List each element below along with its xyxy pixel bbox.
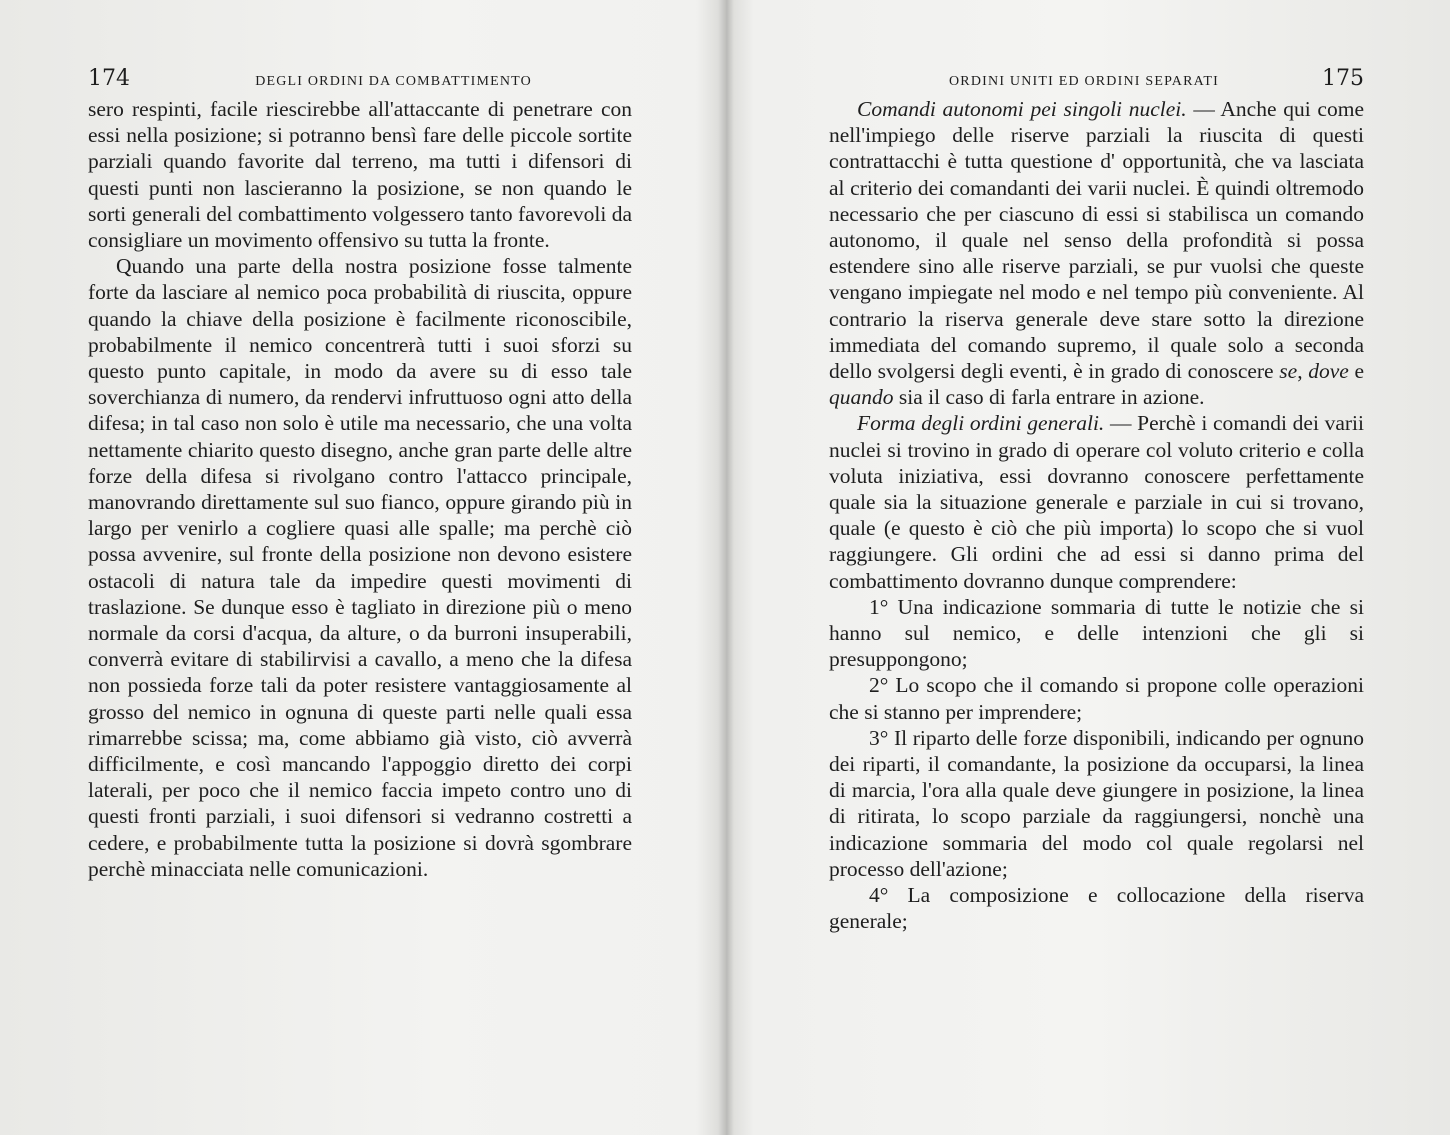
emphasis: quando (829, 385, 894, 410)
list-item: 2° Lo scopo che il comando si propone colle operazioni che si stanno per imprendere; (829, 673, 1364, 724)
emphasis: dove (1308, 359, 1349, 384)
paragraph: Quando una parte della nostra posizione fosse talmente forte da lasciare al nemico poca probabilità di riuscita, oppure quando la chiave della posizione è facilmente riconoscibile, probabilmente il nemico concentrerà tutti i suoi sforzi su questo punto capitale, in modo da avere su di esso tale soverchianza di numero, da rendervi infruttuoso ogni atto della difesa; in tal caso non solo è utile ma necessario, che una volta nettamente chiarito questo disegno, anche gran parte delle altre forze della difesa si rivolgano contro l'attacco principale, manovrando direttamente sul suo fianco, oppure girando più in largo per venirlo a cogliere quasi alle spalle; ma perchè ciò possa avvenire, sul fronte della posizione non devono esistere ostacoli di natura tale da impedire questi movimenti di traslazione. Se dunque esso è tagliato in direzione più o meno normale da corsi d'acqua, da alture, o da burroni insuperabili, converrà evitare di stabilirvisi a cavallo, a meno che la difesa non possieda forze tali da poter resistere vantaggiosamente al grosso del nemico in ognuna di queste parti nelle quali essa rimarrebbe scissa; ma, come abbiamo già visto, ciò avverrà difficilmente, e così mancando l'appoggio diretto dei corpi laterali, per poco che il nemico faccia impeto contro uno di questi fronti parziali, i suoi difensori si vedranno costretti a cedere, e probabilmente tutta la posizione si dovrà sgombrare perchè minacciata nelle comunicazioni. (88, 254, 632, 881)
left-page-text (88, 96, 632, 882)
right-page-number: 175 (1322, 66, 1364, 91)
text-fragment: sia il caso di farla entrare in azione. (893, 385, 1205, 410)
section-paragraph (829, 410, 1364, 593)
section-title: Forma degli ordini generali. (857, 411, 1105, 436)
section-body: — Anche qui come nell'impiego delle riserve parziali la riuscita di questi contrattacchi è tutta questione d' opportunità, che va lasciata al criterio dei comandanti dei varii nuclei. È quindi oltremodo necessario che per ciascuno di essi si stabilisca un comando autonomo, il quale nel senso della profondità si possa estendere sino alle riserve parziali, se pur vuolsi che queste vengano impiegate nel modo e nel tempo più conveniente. Al contrario la riserva generale deve stare sotto la direzione immediata del comando supremo, il quale solo a seconda dello svolgersi degli eventi, è in grado di conoscere (829, 97, 1364, 384)
text-fragment: , (1297, 359, 1309, 384)
text-fragment: e (1348, 359, 1365, 384)
list-item: 1° Una indicazione sommaria di tutte le notizie che si hanno sul nemico, e delle intenzioni che gli si presuppongono; (829, 594, 1364, 672)
emphasis: se (1279, 359, 1298, 384)
list-item: 3° Il riparto delle forze disponibili, indicando per ognuno dei riparti, il comandante, la posizione da occuparsi, la linea di marcia, l'ora alla quale deve giungere in posizione, la linea di ritirata, lo scopo parziale da raggiungersi, nonchè una indicazione sommaria del modo col quale regolarsi nel processo dell'azione; (829, 725, 1364, 881)
right-running-head: ORDINI UNITI ED ORDINI SEPARATI (949, 74, 1220, 89)
section-title: Comandi autonomi pei singoli nuclei. (857, 97, 1187, 121)
left-running-head: DEGLI ORDINI DA COMBATTIMENTO (255, 74, 532, 89)
list-item: 4° La composizione e collocazione della riserva generale; (829, 883, 1364, 934)
section-body: — Perchè i comandi dei varii nuclei si trovino in grado di operare col voluto criterio e colla voluta iniziativa, essi dovranno conoscere perfettamente quale sia la situazione generale e parziale in cui si trovano, quale (e questo è ciò che più importa) lo scopo che si vuol raggiungere. Gli ordini che ad essi si danno prima del combattimento dovranno dunque comprendere: (829, 411, 1364, 593)
left-page-header (88, 66, 632, 92)
right-page-header (829, 66, 1364, 92)
orders-list (829, 594, 1364, 935)
left-page (88, 66, 632, 882)
right-page-text (829, 96, 1364, 935)
section-paragraph (829, 96, 1364, 410)
book-gutter (718, 0, 734, 1135)
left-page-number: 174 (88, 66, 130, 91)
right-page (829, 66, 1364, 935)
paragraph: sero respinti, facile riescirebbe all'attaccante di penetrare con essi nella posizione; si potranno bensì fare delle piccole sortite parziali quando favorite dal terreno, ma tutti i difensori di questi punti non lascieranno la posizione, se non quando le sorti generali del combattimento volgessero tanto favorevoli da consigliare un movimento offensivo su tutta la fronte. (88, 97, 632, 253)
